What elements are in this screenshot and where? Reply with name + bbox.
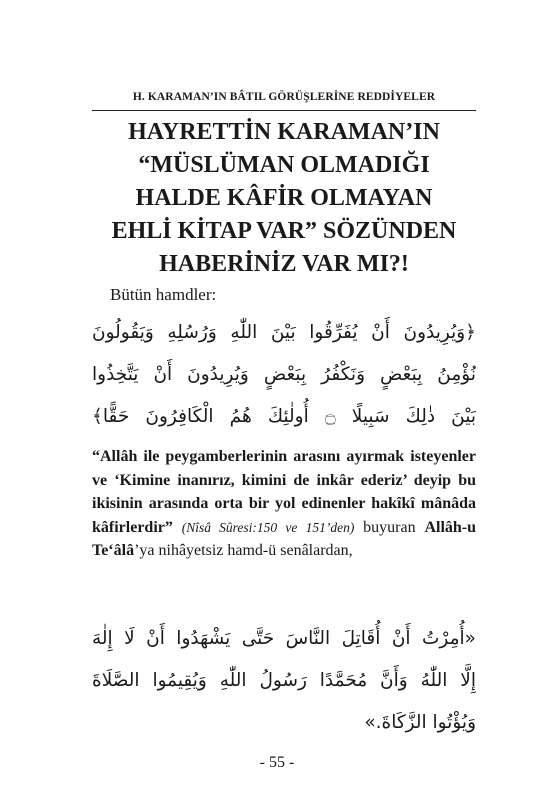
title-line: HABERİNİZ VAR MI?! [159, 251, 409, 277]
divine-name: Allâh-u Te‘âlâ [92, 518, 477, 559]
praise-text: Bütün hamdler: [110, 285, 217, 304]
paragraph-middle: buyuran [354, 518, 425, 536]
hadith-line: إِلَّا اللّٰهُ وَأَنَّ مُحَمَّدًا رَسُولُ اللّٰهِ وَيُقِيمُوا الصَّلَاةَ [92, 670, 476, 691]
title-line: HALDE KÂFİR OLMAYAN [135, 185, 433, 211]
body-paragraph [92, 445, 476, 563]
quote-text: “Allâh ile peygamberlerinin arasını ayırmak isteyenler ve ‘Kimine inanırız, kimini de inkâr ederiz’ deyip bu ikisinin arasında orta bir yol edinenler hakîkî mânâda kâfirlerdir” [92, 448, 476, 536]
title-line: “MÜSLÜMAN OLMADIĞI [138, 152, 430, 178]
citation: (Nîsâ Sûresi:150 ve 151’den) [181, 519, 355, 535]
hadith-text [92, 618, 476, 744]
verse-line: ﴿وَيُرِيدُونَ أَنْ يُفَرِّقُوا بَيْنَ اللّٰهِ وَرُسُلِهِ وَيَقُولُونَ [92, 322, 476, 343]
title-line: EHLİ KİTAP VAR” SÖZÜNDEN [111, 218, 457, 244]
verse-line: بَيْنَ ذٰلِكَ سَبِيلًا ۝ أُولٰئِكَ هُمُ الْكَافِرُونَ حَقًّا﴾ [92, 406, 476, 427]
hadith-line: وَيُؤْتُوا الزَّكَاةَ.» [364, 712, 476, 733]
running-head: H. KARAMAN’IN BÂTIL GÖRÜŞLERİNE REDDİYELER [132, 91, 436, 103]
verse-line: نُؤْمِنُ بِبَعْضٍ وَنَكْفُرُ بِبَعْضٍ وَيُرِيدُونَ أَنْ يَتَّخِذُوا [92, 364, 476, 385]
paragraph-tail: ’ya nihâyetsiz hamd-ü senâlardan, [134, 542, 353, 559]
title-line: HAYRETTİN KARAMAN’IN [128, 119, 440, 145]
hadith-line: «أُمِرْتُ أَنْ أُقَاتِلَ النَّاسَ حَتَّى يَشْهَدُوا أَنْ لَا إِلٰهَ [92, 628, 476, 649]
header-rule [92, 110, 476, 111]
chapter-title [92, 116, 476, 281]
quran-verse [92, 312, 476, 438]
page-number: - 55 - [259, 754, 295, 771]
